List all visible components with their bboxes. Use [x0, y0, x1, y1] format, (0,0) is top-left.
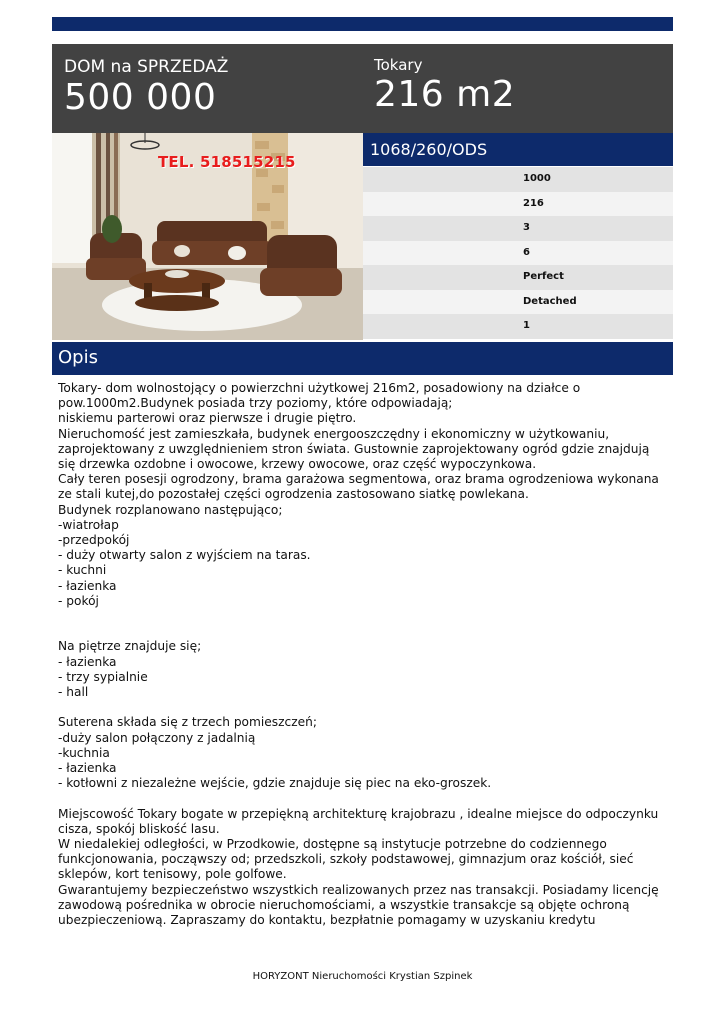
description-line: - kotłowni z niezależne wejście, gdzie znajduje się piec na eko-groszek.	[58, 776, 492, 791]
top-accent-band	[52, 17, 673, 31]
description-line: zaprojektowany z uwzględnieniem stron świata. Gustownie zaprojektowany ogród gdzie znajdują	[58, 441, 650, 456]
reference-number: 1068/260/ODS	[370, 140, 488, 159]
param-row	[363, 167, 673, 192]
param-value: 216	[523, 197, 544, 209]
description-line: - kuchni	[58, 563, 107, 578]
reference-bar	[363, 133, 673, 166]
param-value: 1000	[523, 173, 551, 184]
param-row	[363, 241, 673, 266]
description-line: funkcjonowania, począwszy od; przedszkoli, szkoły podstawowej, gimnazjum oraz kościół, sieć	[58, 852, 634, 867]
description-line: Gwarantujemy bezpieczeństwo wszystkich realizowanych przez nas transakcji. Posiadamy licencję	[58, 882, 659, 897]
description-line: - hall	[58, 685, 89, 700]
description-line: ze stali kutej,do pozostałej części ogrodzenia zastosowano siatkę powlekana.	[58, 487, 529, 502]
section-title: Opis	[58, 347, 98, 368]
description-line	[58, 791, 670, 806]
description-line: - łazienka	[58, 761, 117, 776]
param-value: 1	[523, 320, 530, 331]
price: 500 000	[64, 77, 217, 118]
param-value: 3	[523, 222, 530, 233]
param-value: 6	[523, 246, 530, 258]
description-line: ubezpieczeniową. Zapraszamy do kontaktu, bezpłatnie pomagamy w uzyskaniu kredytu	[58, 913, 596, 928]
footer-agency: HORYZONT Nieruchomości Krystian Szpinek	[252, 971, 473, 982]
param-row	[363, 192, 673, 217]
description-line: -duży salon połączony z jadalnią	[58, 730, 256, 745]
description-line: - łazienka	[58, 578, 117, 593]
description-line: Na piętrze znajduje się;	[58, 639, 202, 654]
phone-overlay: TEL. 518515215	[158, 153, 296, 171]
param-row	[363, 216, 673, 241]
param-row	[363, 265, 673, 290]
description-line: Budynek rozplanowano następująco;	[58, 502, 283, 517]
description-line: Cały teren posesji ogrodzony, brama garażowa segmentowa, oraz brama ogrodzeniowa wykonana	[58, 472, 659, 487]
description-body	[58, 381, 670, 928]
description-line: Suterena składa się z trzech pomieszczeń;	[58, 715, 317, 730]
description-line: -przedpokój	[58, 533, 130, 548]
description-line: -kuchnia	[58, 745, 110, 760]
description-line: -wiatrołap	[58, 517, 119, 532]
description-line: W niedalekiej odległości, w Przodkowie, dostępne są instytucje potrzebne do codziennego	[58, 837, 607, 852]
description-line: niskiemu parterowi oraz pierwsze i drugie piętro.	[58, 411, 357, 426]
param-row	[363, 290, 673, 315]
description-line: - trzy sypialnie	[58, 669, 148, 684]
description-line: pow.1000m2.Budynek posiada trzy poziomy, które odpowiadają;	[58, 396, 453, 411]
description-line: sklepów, kort tenisowy, pole golfowe.	[58, 867, 287, 882]
param-row	[363, 314, 673, 339]
description-line: Tokary- dom wolnostojący o powierzchni użytkowej 216m2, posadowiony na działce o	[58, 381, 581, 395]
description-line: - łazienka	[58, 654, 117, 669]
description-header	[52, 342, 673, 375]
description-line: Miejscowość Tokary bogate w przepiękną architekturę krajobrazu , idealne miejsce do odpoczynku	[58, 806, 659, 821]
param-value: Perfect	[523, 271, 564, 282]
description-line	[58, 609, 670, 624]
description-line: - pokój	[58, 593, 99, 608]
param-value: Detached	[523, 295, 577, 307]
parameters-table	[363, 167, 673, 339]
area: 216 m2	[374, 74, 516, 115]
description-line	[58, 624, 670, 639]
description-line: Nieruchomość jest zamieszkała, budynek energooszczędny i ekonomiczny w użytkowaniu,	[58, 426, 610, 441]
description-line: zawodową pośrednika w obrocie nieruchomościami, a wszystkie transakcje są objęte ochroną	[58, 897, 630, 912]
description-line: się drzewka ozdobne i owocowe, krzewy owocowe, oraz część wypoczynkowa.	[58, 457, 537, 472]
description-line: cisza, spokój bliskość lasu.	[58, 821, 220, 836]
property-type-label: DOM na SPRZEDAŻ	[64, 57, 229, 77]
description-line	[58, 700, 670, 715]
city-label: Tokary	[374, 56, 423, 74]
property-photo	[52, 133, 363, 340]
description-line: - duży otwarty salon z wyjściem na taras.	[58, 548, 311, 563]
listing-header	[52, 44, 673, 133]
